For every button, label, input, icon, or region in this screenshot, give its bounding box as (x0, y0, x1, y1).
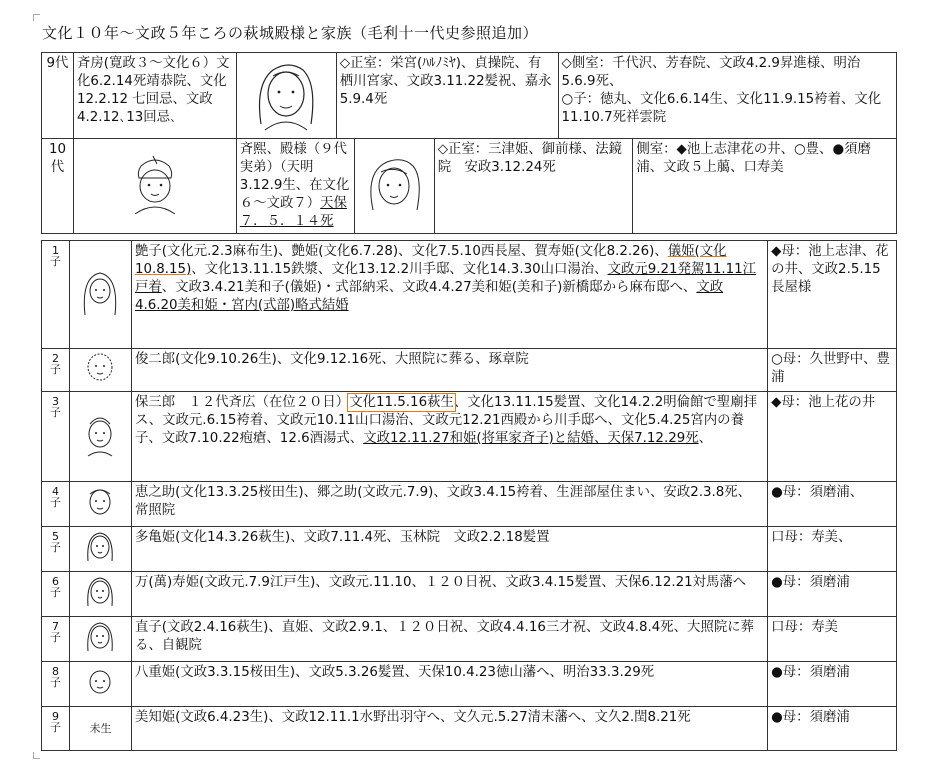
child-mother: ◆母：池上志津、花の井、文政2.5.15長屋様 (768, 241, 897, 349)
child-text: 保三郎 １２代斉広（在位２０日）文化11.5.16萩生、文化13.11.15髪置、文化14.2.2明倫館で聖廟拝ス、文政元.6.15袴着、文政元10.11山口湯治、文政元12.21西殿から川手邸へ、文化5.4.25宮内の養子、文政7.10.22疱瘡、12.6酒湯式、文政12.11.27和姫(将軍家斉子)と結婚、天保7.12.29死、 (131, 392, 767, 482)
child-row (42, 617, 897, 662)
gen9-lord-portrait (236, 53, 336, 139)
gen10-row (42, 139, 897, 234)
child-mother: ○母：久世野中、豊浦 (768, 349, 897, 392)
child-mother: ●母：須磨浦 (768, 662, 897, 707)
page-title: 文化１０年～文政５年ころの萩城殿様と家族（毛利十一代史参照追加） (42, 24, 539, 42)
girl-portrait-icon (80, 527, 120, 565)
child-number: 3 子 (42, 392, 70, 482)
gen10-lord-portrait (73, 139, 236, 234)
child-portrait (69, 392, 131, 482)
child-portrait (69, 349, 131, 392)
child-text: 美知姫(文政6.4.23生)、文政12.11.1水野出羽守へ、文久元.5.27清末藩へ、文久2.閏8.21死 (131, 707, 767, 751)
gen9-wife-text: ◇正室：栄宮(ﾊﾙﾉﾐﾔ)、貞操院、有栖川宮家、文政3.11.22髪祝、嘉永5.9.4死 (336, 53, 558, 139)
lords-table (41, 52, 897, 234)
gen10-wife-text: ◇正室：三津姫、御前様、法鏡院 安政3.12.24死 (434, 139, 633, 234)
children-table (41, 240, 897, 751)
gen10-lord-cell (236, 139, 354, 234)
gen10-concubine-text: 側室：◆池上志津花の井、○豊、●須磨浦、文政５上﨟、口寿美 (633, 139, 897, 234)
child-number: 9 子 (42, 707, 70, 751)
child-portrait (69, 527, 131, 572)
girl-portrait-icon (80, 572, 120, 610)
child-mother: ◆母：池上花の井 (768, 392, 897, 482)
child-number: 2 子 (42, 349, 70, 392)
child-text: 艶子(文化元.2.3麻布生)、艶姫(文化6.7.28)、文化7.5.10西長屋、賀寿姫(文化8.2.26)、儀姫(文化10.8.15)、文化13.11.15鉄漿、文化13.12.2川手邸、文化14.3.30山口湯治、文政元9.21発駕11.11江戸着、文政3.4.21美和子(儀姫)・式部納采、文政4.4.27美和姫(美和子)新橋邸から麻布邸へ、文政4.6.20美和姫・宮内(式部)略式結婚 (131, 241, 767, 349)
gen9-child: ○子：徳丸、文化6.6.14生、文化11.9.15袴着、文化11.10.7死祥雲院 (561, 92, 882, 125)
gen10-lord-death: 天保７．５．１４死 (239, 196, 347, 229)
child-portrait-icon (80, 662, 120, 700)
child-mother: 口母：寿美、 (768, 527, 897, 572)
gen9-lord-text: 斉房(寛政３～文化６）文化6.2.14死靖恭院、文化12.2.12 七回忌、文政4.2.12､13回忌､ (73, 53, 236, 139)
gen9-row (42, 53, 897, 139)
girl-portrait-icon (77, 265, 123, 319)
child-text: 俊二郎(文化9.10.26生)、文化9.12.16死、大照院に葬る、琢章院 (131, 349, 767, 392)
boy-portrait-icon (80, 410, 120, 458)
child-text: 八重姫(文政3.3.15桜田生)、文政5.3.26髪置、天保10.4.23徳山藩へ、明治33.3.29死 (131, 662, 767, 707)
child-mother: 口母：寿美 (768, 617, 897, 662)
child-mother: ●母：須磨浦 (768, 707, 897, 751)
child-text: 恵之助(文化13.3.25桜田生)、郷之助(文政元.7.9)、文政3.4.15袴着、生涯部屋住まい、安政2.3.8死、常照院 (131, 482, 767, 527)
child-number: 6 子 (42, 572, 70, 617)
child-portrait (69, 241, 131, 349)
child-row (42, 349, 897, 392)
child-text: 万(萬)寿姫(文政元.7.9江戸生)、文政元.11.10、１２０日祝、文政3.4.15髪置、天保6.12.21対馬藩へ (131, 572, 767, 617)
child-portrait (69, 482, 131, 527)
gen9-label: 9代 (42, 53, 74, 139)
child-row (42, 707, 897, 751)
wife-portrait-icon (357, 152, 431, 214)
children-rows (42, 241, 897, 751)
crop-mark-tl (33, 14, 40, 21)
highlight-box: 文化11.5.16萩生 (349, 395, 454, 410)
child-portrait-icon (80, 482, 120, 520)
child-unborn-label: 未生 (69, 707, 131, 751)
child-portrait (69, 662, 131, 707)
child-number: 5 子 (42, 527, 70, 572)
girl-portrait-icon (80, 617, 120, 655)
child-portrait (69, 617, 131, 662)
child-text: 多亀姫(文化14.3.26萩生)、文政7.11.4死、玉林院 文政2.2.18髪置 (131, 527, 767, 572)
child-number: 8 子 (42, 662, 70, 707)
child-number: 4 子 (42, 482, 70, 527)
child-mother: ●母：須磨浦、 (768, 482, 897, 527)
child-row (42, 482, 897, 527)
child-row (42, 241, 897, 349)
gen9-concubine-cell (558, 53, 897, 139)
gen10-label: 10代 (42, 139, 74, 234)
lord-portrait-icon (115, 152, 195, 214)
child-number: 1 子 (42, 241, 70, 349)
child-text: 直子(文政2.4.16萩生)、直姫、文政2.9.1、１２０日祝、文政4.4.16三才祝、文政4.8.4死、大照院に葬る、自観院 (131, 617, 767, 662)
gen10-wife-portrait (354, 139, 434, 234)
crop-mark-bl (33, 752, 40, 759)
gen9-concubine: ◇側室：千代沢、芳春院、文政4.2.9昇進様、明治5.6.9死、 (561, 56, 861, 89)
child-portrait (69, 572, 131, 617)
child-row (42, 392, 897, 482)
gen10-lord-text: 斉熙、殿様（９代実弟）（天明3.12.9生、在文化６～文政７） (239, 142, 350, 211)
child-row (42, 572, 897, 617)
child-row (42, 662, 897, 707)
child-mother: ●母：須磨浦 (768, 572, 897, 617)
lord-portrait-icon (243, 54, 329, 132)
boy-portrait-icon (80, 349, 120, 385)
child-number: 7 子 (42, 617, 70, 662)
child-row (42, 527, 897, 572)
